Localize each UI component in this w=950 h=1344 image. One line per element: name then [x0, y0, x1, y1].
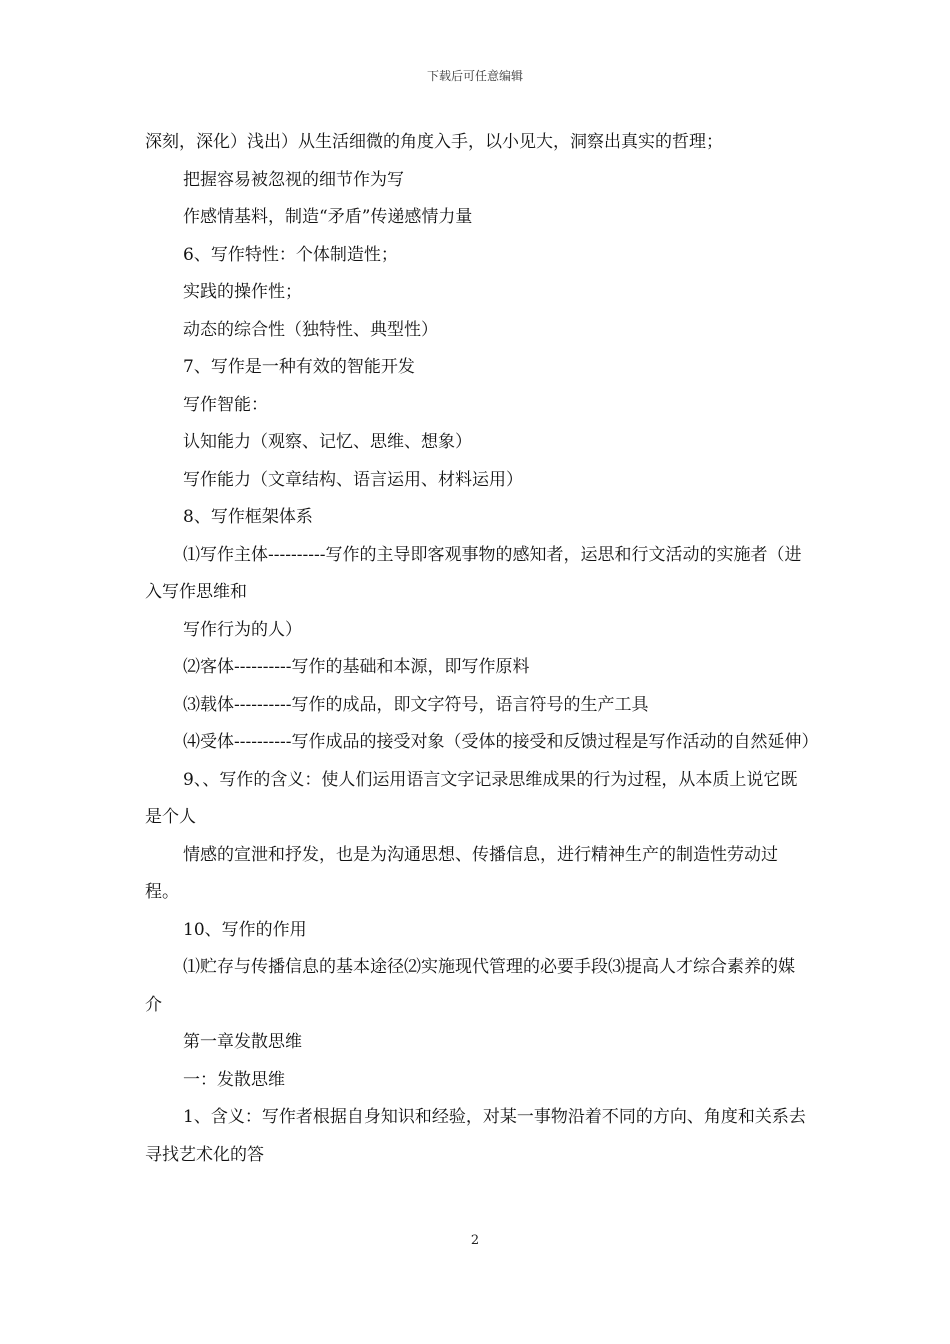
- paragraph: ⑷受体----------写作成品的接受对象（受体的接受和反馈过程是写作活动的自然延伸）: [183, 732, 819, 752]
- paragraph: 第一章发散思维: [183, 1032, 302, 1052]
- paragraph: 8、写作框架体系: [183, 507, 313, 527]
- paragraph: 9、、写作的含义：使人们运用语言文字记录思维成果的行为过程，从本质上说它既是个人: [145, 769, 798, 827]
- paragraph: 写作智能：: [183, 394, 268, 415]
- paragraph: ⑴贮存与传播信息的基本途径⑵实施现代管理的必要手段⑶提高人才综合素养的媒介: [145, 957, 795, 1015]
- paragraph: 认知能力（观察、记忆、思维、想象）: [183, 432, 472, 452]
- document-body: [145, 124, 819, 1174]
- page-header: 下载后可任意编辑: [426, 69, 523, 83]
- paragraph: ⑵客体----------写作的基础和本源，即写作原料: [183, 657, 530, 677]
- paragraph: 实践的操作性；: [183, 282, 302, 302]
- paragraph: 作感情基料，制造“矛盾”传递感情力量: [183, 207, 473, 227]
- paragraph: 把握容易被忽视的细节作为写: [183, 169, 404, 190]
- paragraph: 写作能力（文章结构、语言运用、材料运用）: [183, 469, 523, 490]
- paragraph: 动态的综合性（独特性、典型性）: [183, 319, 438, 340]
- paragraph: 1、含义：写作者根据自身知识和经验，对某一事物沿着不同的方向、角度和关系去寻找艺术化的答: [145, 1107, 806, 1165]
- paragraph: 一：发散思维: [183, 1069, 285, 1090]
- paragraph: 情感的宣泄和抒发，也是为沟通思想、传播信息，进行精神生产的制造性劳动过程。: [145, 844, 778, 902]
- paragraph: 7、写作是一种有效的智能开发: [183, 357, 415, 377]
- paragraph: ⑶载体----------写作的成品，即文字符号，语言符号的生产工具: [183, 694, 649, 715]
- paragraph: ⑴写作主体----------写作的主导即客观事物的感知者，运思和行文活动的实施者（进入写作思维和: [145, 544, 802, 602]
- page-number: 2: [470, 1233, 480, 1248]
- paragraph: 6、写作特性：个体制造性；: [183, 244, 398, 265]
- paragraph: 写作行为的人）: [183, 619, 302, 640]
- paragraph: 10、写作的作用: [183, 919, 307, 940]
- paragraph: 深刻，深化）浅出）从生活细微的角度入手，以小见大，洞察出真实的哲理；: [145, 132, 723, 152]
